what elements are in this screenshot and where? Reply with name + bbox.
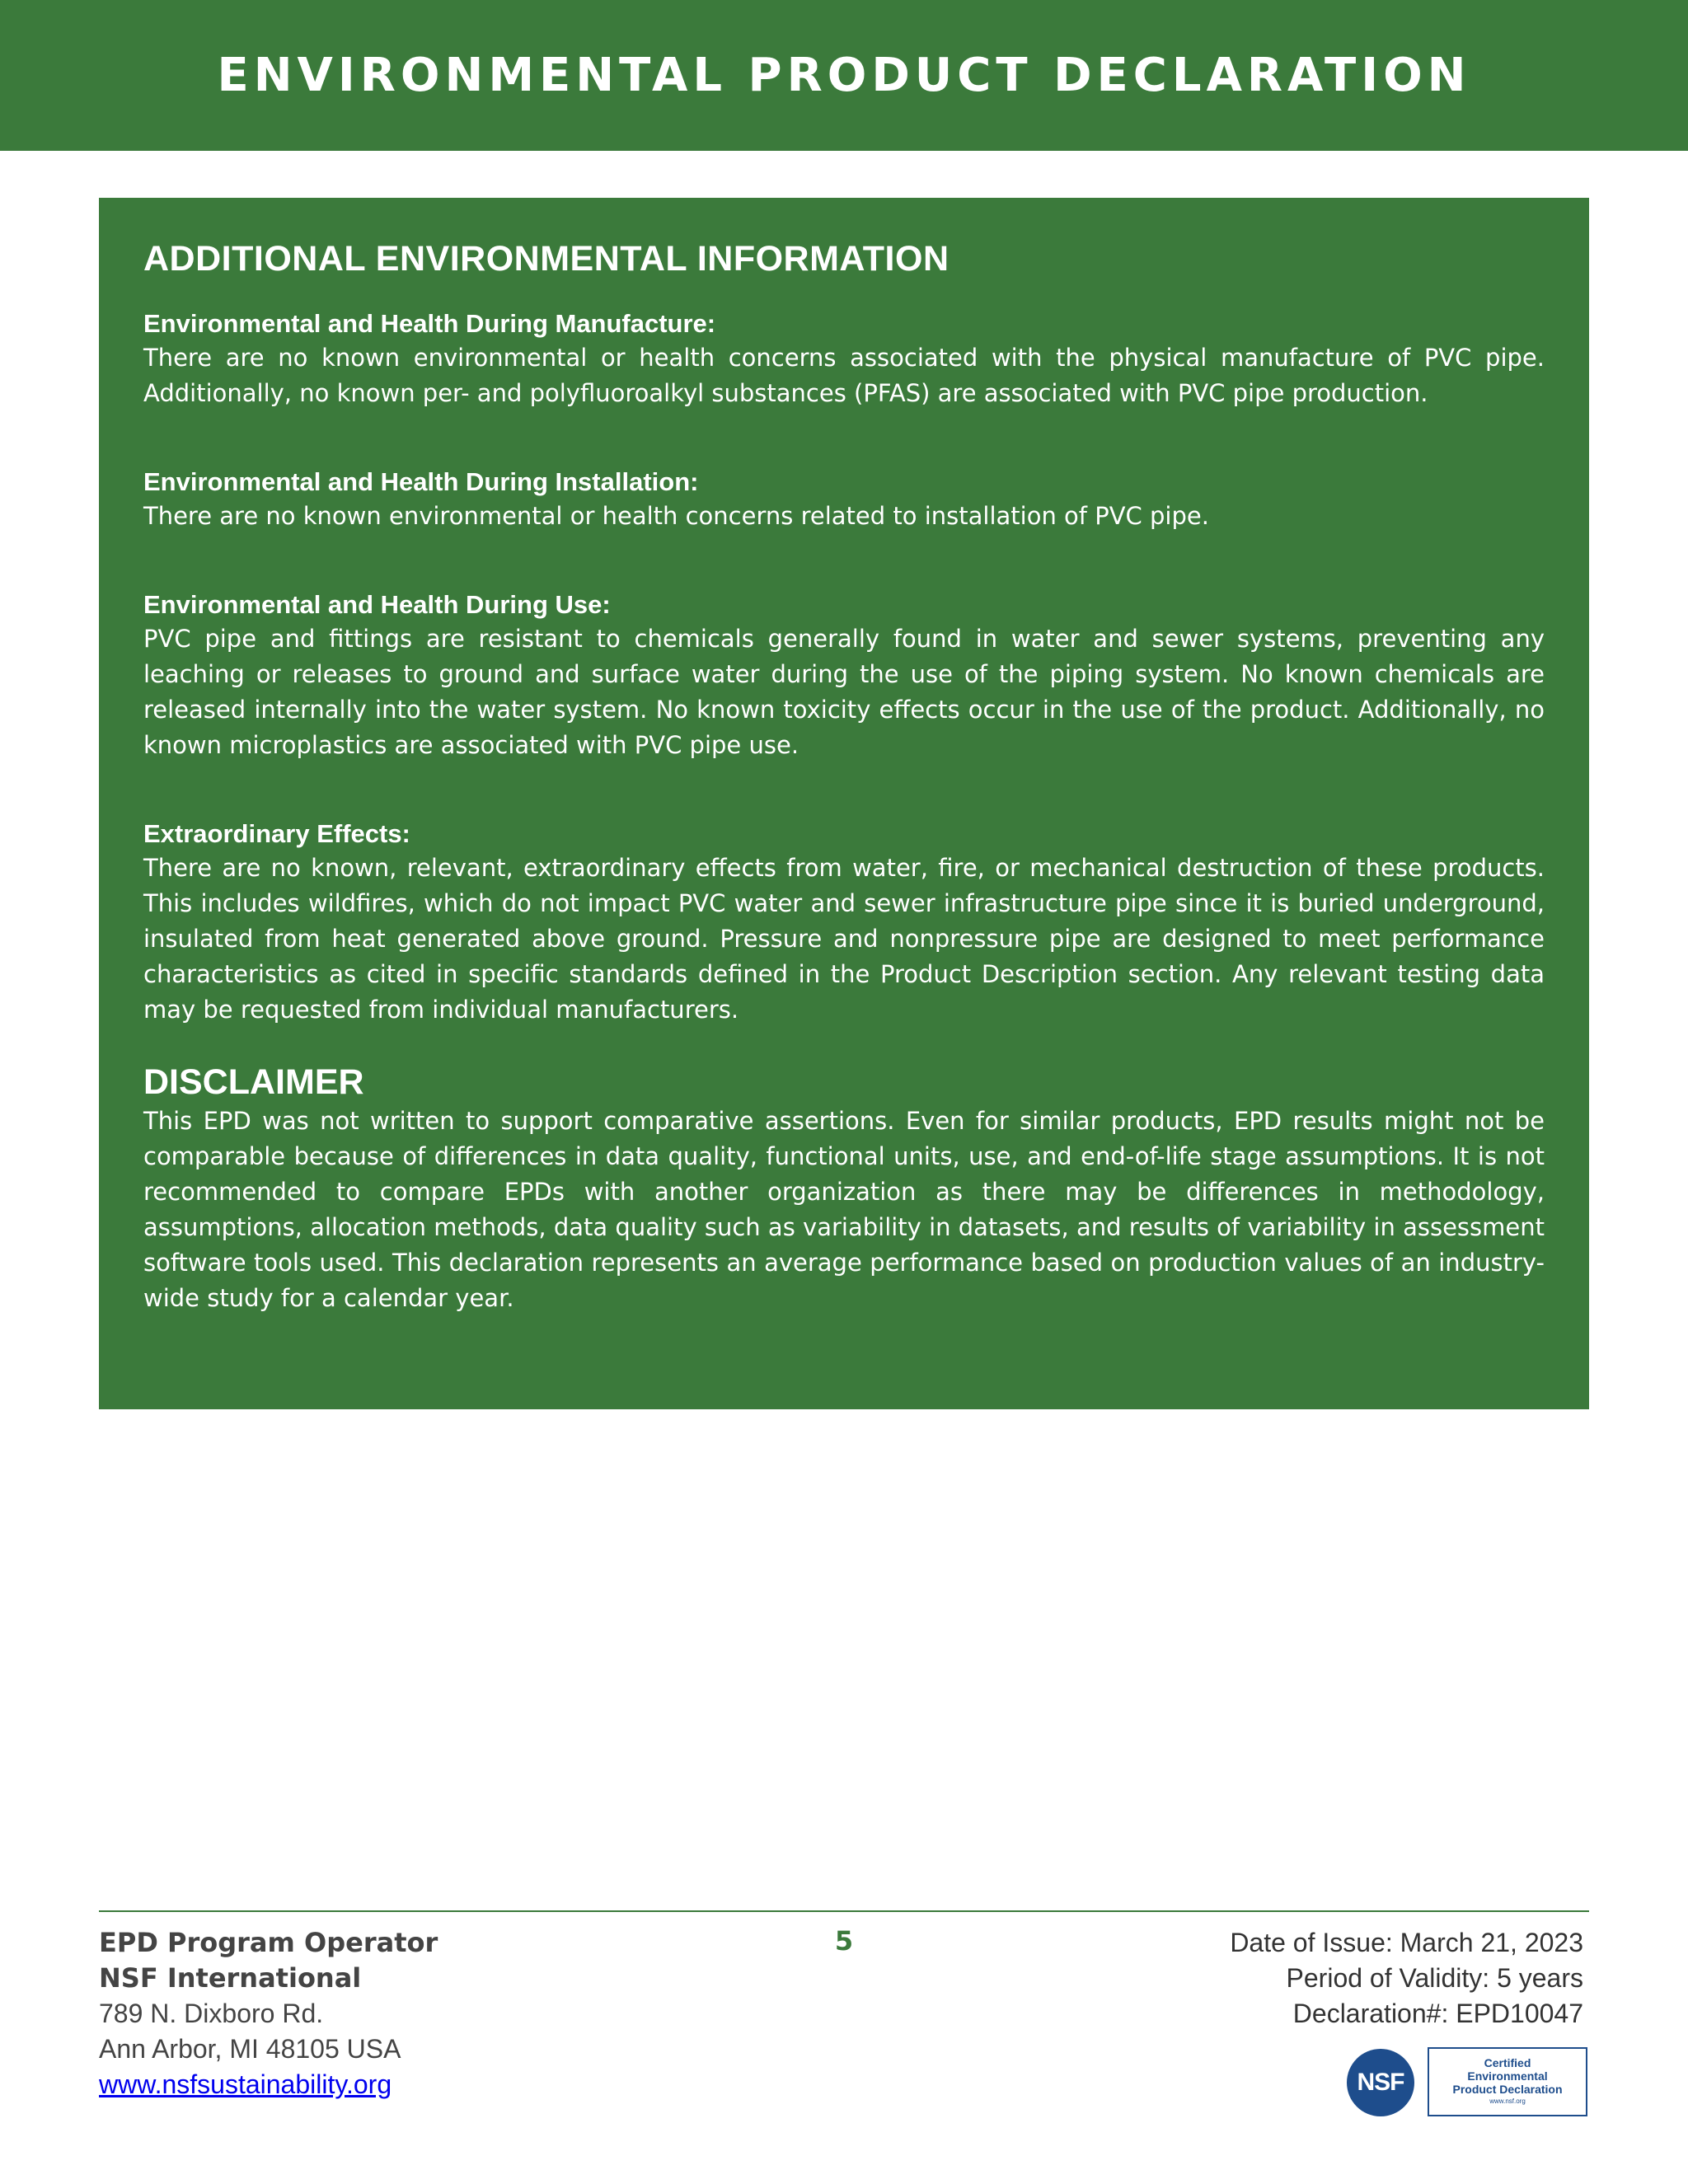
certification-logos — [1347, 2046, 1591, 2120]
section-installation — [143, 466, 1545, 534]
period-of-validity: Period of Validity: 5 years — [1286, 1963, 1583, 1993]
website-link[interactable]: www.nsfsustainability.org — [99, 2069, 392, 2099]
section-body: There are no known, relevant, extraordinary effects from water, fire, or mechanical destruction of these products. This includes wildfires, which do not impact PVC water and sewer infrastructure pipe since it is buried underground, insulated from heat generated above ground. Pressure and nonpressure pipe are designed to meet performance characteristics as cited in specific standards defined in the Product Description section. Any relevant testing data may be requested from individual manufacturers. — [143, 854, 1545, 1024]
footer-divider — [99, 1910, 1589, 1912]
disclaimer-body: This EPD was not written to support comparative assertions. Even for similar products, EPD results might not be comparable because of differences in data quality, functional units, use, and end-of-life stage assumptions. It is not recommended to compare EPDs with another organization as there may be differences in methodology, assumptions, allocation methods, data quality such as variability in datasets, and results of variability in assessment software tools used. This declaration represents an average performance based on production values of an industry-wide study for a calendar year. — [143, 1107, 1545, 1312]
organization-name: NSF International — [99, 1962, 362, 1994]
section-title: Extraordinary Effects: — [143, 819, 410, 848]
section-body: There are no known environmental or health concerns related to installation of PVC pipe. — [143, 502, 1209, 530]
badge-line: www.nsf.org — [1489, 2097, 1526, 2105]
certified-epd-badge — [1428, 2047, 1587, 2116]
section-manufacture — [143, 307, 1545, 411]
operator-label: EPD Program Operator — [99, 1927, 438, 1958]
section-body: There are no known environmental or health concerns associated with the physical manufacture of PVC pipe. Additionally, no known per- and polyfluoroalkyl substances (PFAS) are associated with PVC pipe production. — [143, 344, 1545, 407]
declaration-number: Declaration#: EPD10047 — [1292, 1999, 1583, 2028]
header-banner — [0, 0, 1688, 151]
document-title: ENVIRONMENTAL PRODUCT DECLARATION — [217, 49, 1471, 102]
address-line-2: Ann Arbor, MI 48105 USA — [99, 2034, 401, 2064]
badge-line: Certified — [1484, 2056, 1531, 2069]
program-operator-info — [99, 1925, 438, 2102]
disclaimer-title: DISCLAIMER — [143, 1062, 364, 1102]
section-title: Environmental and Health During Manufacture: — [143, 309, 716, 338]
section-extraordinary-effects — [143, 818, 1545, 1028]
disclaimer-section — [143, 1061, 1545, 1316]
additional-info-panel — [99, 198, 1589, 1409]
section-title: Environmental and Health During Installation: — [143, 467, 699, 496]
section-use — [143, 588, 1545, 763]
section-body: PVC pipe and fittings are resistant to chemicals generally found in water and sewer systems, preventing any leaching or releases to ground and surface water during the use of the piping system. No known chemicals are released internally into the water system. No known toxicity effects occur in the use of the product. Additionally, no known microplastics are associated with PVC pipe use. — [143, 625, 1545, 759]
panel-heading: ADDITIONAL ENVIRONMENTAL INFORMATION — [143, 239, 950, 279]
badge-line: Product Declaration — [1452, 2083, 1563, 2096]
page-number: 5 — [834, 1925, 854, 1957]
section-title: Environmental and Health During Use: — [143, 590, 611, 619]
nsf-logo-icon: NSF — [1347, 2049, 1414, 2116]
badge-line: Environmental — [1467, 2069, 1548, 2083]
date-of-issue: Date of Issue: March 21, 2023 — [1230, 1928, 1583, 1957]
declaration-details — [1230, 1925, 1583, 2032]
address-line-1: 789 N. Dixboro Rd. — [99, 1999, 324, 2028]
